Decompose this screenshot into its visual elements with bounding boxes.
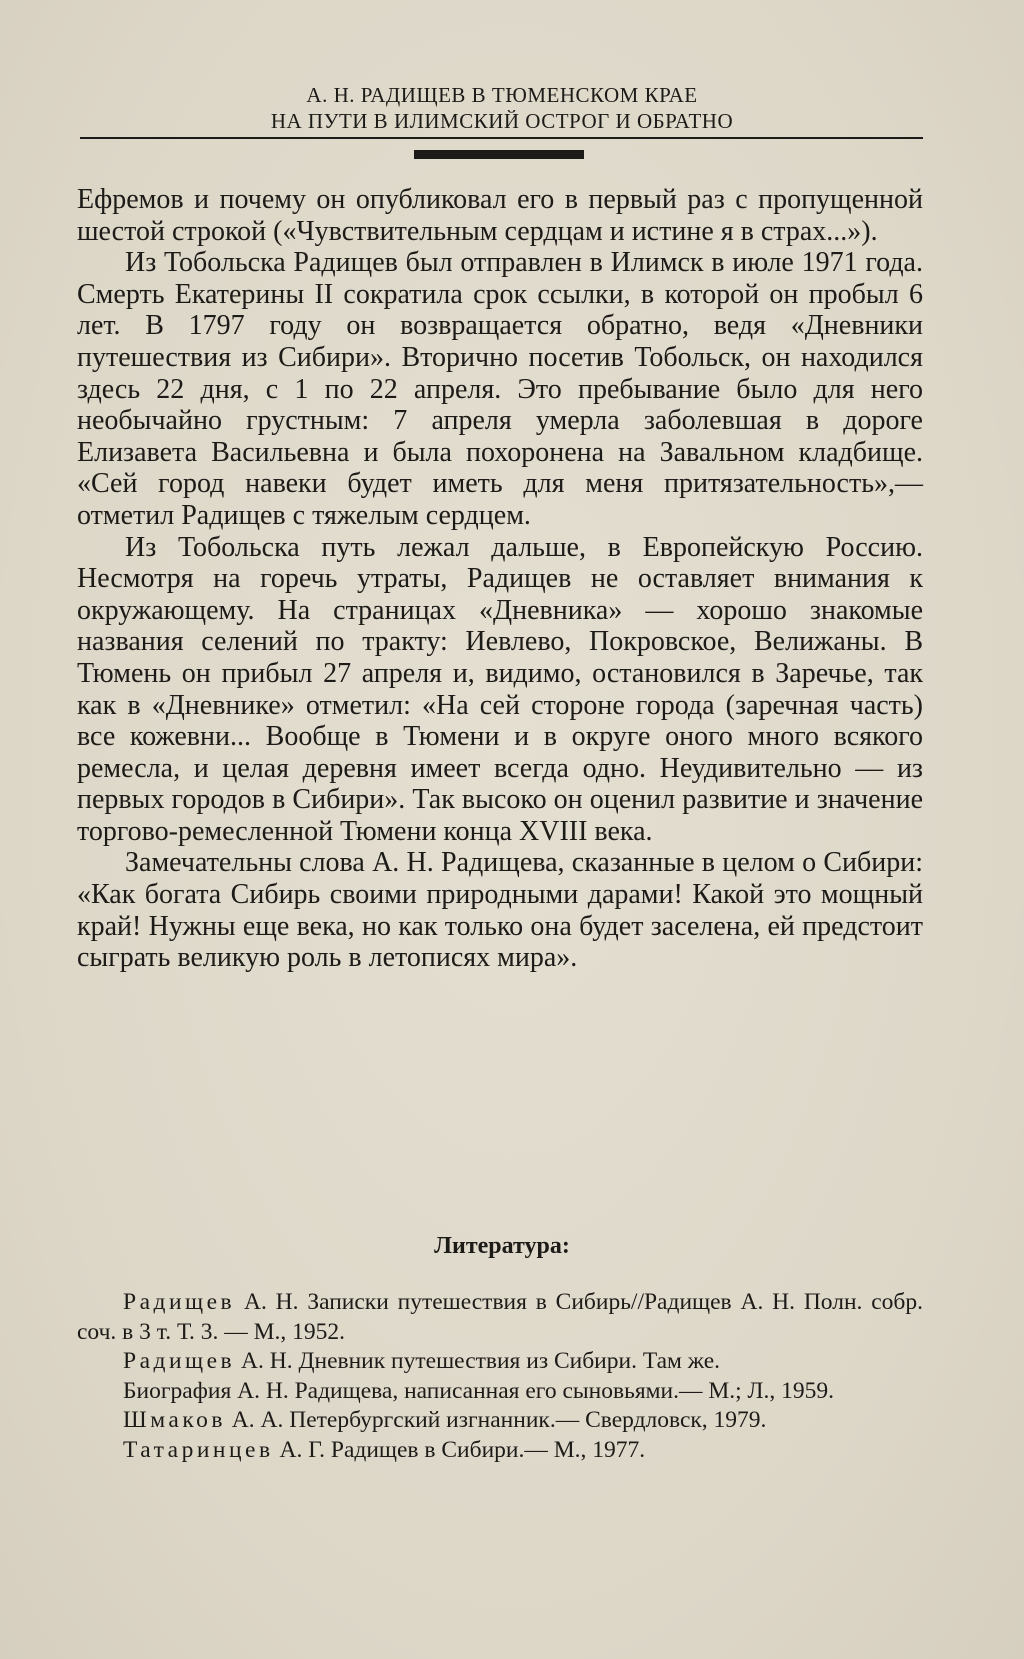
reference-text: А. Н. Дневник путешествия из Сибири. Там же. — [235, 1348, 721, 1375]
header-ornament-bar — [414, 150, 584, 159]
literature-title: Литература: — [434, 1233, 570, 1259]
header-rule-left — [80, 137, 294, 139]
header-line-2: НА ПУТИ В ИЛИМСКИЙ ОСТРОГ И ОБРАТНО — [270, 109, 734, 133]
reference-text: А. А. Петербургский изгнанник.— Свердловск, 1979. — [225, 1407, 767, 1434]
header-rule-right — [757, 137, 923, 139]
paragraph: Замечательны слова А. Н. Радищева, сказанные в целом о Сибири: «Как богата Сибирь своими природными дарами! Какой это мощный край! Нужны еще века, но как только она будет заселена, ей предстоит сыграть великую роль в летописях мира». — [77, 847, 923, 974]
paragraph: Из Тобольска Радищев был отправлен в Илимск в июле 1971 года. Смерть Екатерины II сократила срок ссылки, в которой он пробыл 6 лет. В 1797 году он возвращается обратно, ведя «Дневники путешествия из Сибири». Вторично посетив Тобольск, он находился здесь 22 дня, с 1 по 22 апреля. Это пребывание было для него необычайно грустным: 7 апреля умерла заболевшая в дороге Елизавета Васильевна и была похоронена на Завальном кладбище. «Сей город навеки будет иметь для меня притязательность»,— отметил Радищев с тяжелым сердцем. — [77, 247, 923, 531]
reference-author: Радищев — [123, 1289, 236, 1315]
references-list — [77, 1288, 923, 1466]
header-line-1: А. Н. РАДИЩЕВ В ТЮМЕНСКОМ КРАЕ — [306, 83, 698, 107]
header-rule-center — [294, 137, 757, 139]
reference-author: Шмаков — [123, 1407, 226, 1434]
reference-text: А. Н. Записки путешествия в Сибирь//Радищев А. Н. Полн. собр. соч. в 3 т. Т. 3. — М., 1952. — [77, 1289, 923, 1345]
running-header — [80, 82, 924, 134]
reference-item — [77, 1377, 923, 1407]
paragraph: Из Тобольска путь лежал дальше, в Европейскую Россию. Несмотря на горечь утраты, Радищев не оставляет внимания к окружающему. На страницах «Дневника» — хорошо знакомые названия селений по тракту: Иевлево, Покровское, Велижаны. В Тюмень он прибыл 27 апреля и, видимо, остановился в Заречье, так как в «Дневнике» отметил: «На сей стороне города (заречная часть) все кожевни... Вообще в Тюмени и в округе оного много всякого ремесла, и целая деревня имеет всегда одно. Неудивительно — из первых городов в Сибири». Так высоко он оценил развитие и значение торгово-ремесленной Тюмени конца XVIII века. — [77, 531, 923, 847]
reference-text: А. Г. Радищев в Сибири.— М., 1977. — [273, 1436, 646, 1463]
reference-author: Радищев — [123, 1348, 236, 1375]
body-text — [77, 184, 923, 974]
reference-item — [77, 1288, 923, 1347]
reference-item — [77, 1436, 923, 1466]
reference-item — [77, 1406, 923, 1436]
reference-text: Биография А. Н. Радищева, написанная его сыновьями.— М.; Л., 1959. — [123, 1377, 834, 1404]
reference-author: Татаринцев — [123, 1436, 274, 1463]
reference-item — [77, 1347, 923, 1377]
paragraph: Ефремов и почему он опубликовал его в первый раз с пропущенной шестой строкой («Чувствительным сердцам и истине я в страх...»). — [77, 184, 923, 247]
